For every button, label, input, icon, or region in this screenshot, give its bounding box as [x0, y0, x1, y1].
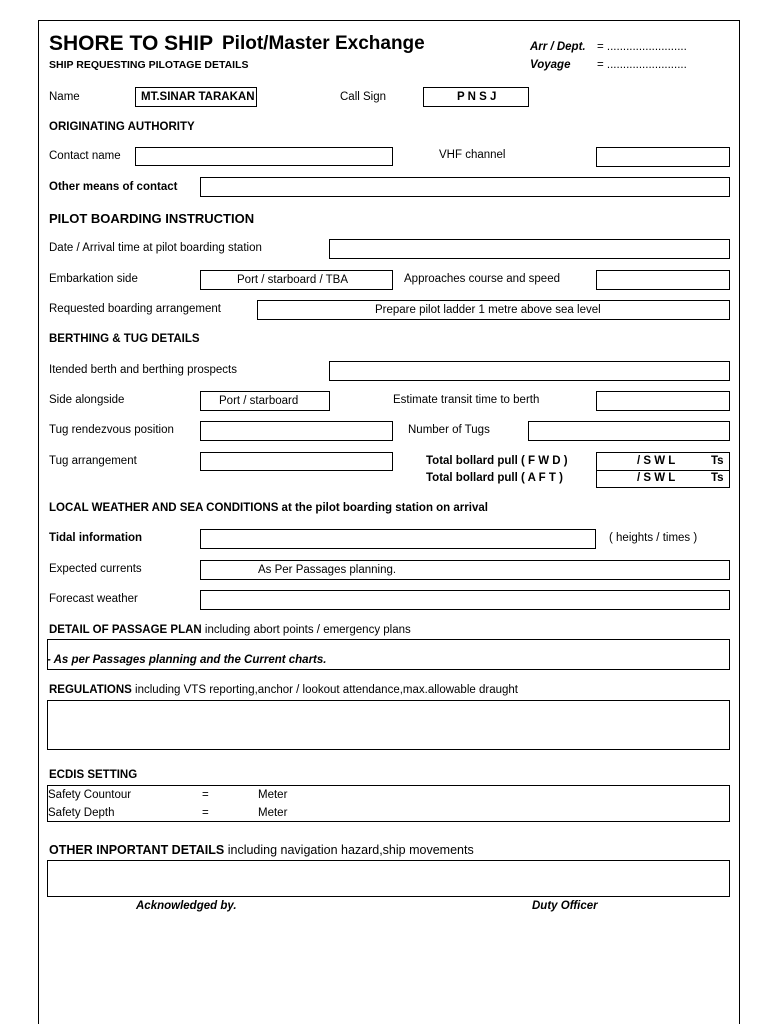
tidal-info-suffix: ( heights / times ): [609, 532, 698, 544]
regulations-heading-bold: REGULATIONS: [49, 684, 132, 696]
tug-rendezvous-field[interactable]: [200, 421, 393, 441]
expected-currents-value: As Per Passages planning.: [258, 564, 397, 576]
transit-time-field[interactable]: [596, 391, 730, 411]
safety-contour-unit: Meter: [258, 789, 288, 801]
arr-dept-label: Arr / Dept.: [530, 41, 586, 53]
safety-depth-label: Safety Depth: [48, 807, 115, 819]
passage-plan-heading-rest: including abort points / emergency plans: [204, 624, 411, 636]
regulations-heading: [49, 684, 518, 696]
weather-heading: LOCAL WEATHER AND SEA CONDITIONS at the pilot boarding station on arrival: [49, 502, 488, 514]
ecdis-table: [47, 785, 730, 822]
other-contact-field[interactable]: [200, 177, 730, 197]
bollard-fwd-ts: Ts: [711, 455, 724, 467]
tug-rendezvous-label: Tug rendezvous position: [49, 424, 174, 436]
regulations-heading-rest: including VTS reporting,anchor / lookout attendance,max.allowable draught: [135, 684, 518, 696]
bollard-fwd-swl: / S W L: [637, 455, 676, 467]
originating-authority-heading: ORIGINATING AUTHORITY: [49, 121, 195, 133]
safety-depth-eq: =: [202, 807, 209, 819]
other-contact-label: Other means of contact: [49, 181, 178, 193]
embarkation-side-field[interactable]: [200, 270, 393, 290]
bollard-aft-swl: / S W L: [637, 472, 676, 484]
page-subtitle: Pilot/Master Exchange: [222, 33, 425, 54]
expected-currents-label: Expected currents: [49, 563, 142, 575]
bollard-fwd-label: Total bollard pull ( F W D ): [426, 455, 568, 467]
boarding-arrangement-label: Requested boarding arrangement: [49, 303, 221, 315]
approach-course-label: Approaches course and speed: [404, 273, 560, 285]
tidal-info-field[interactable]: [200, 529, 596, 549]
berthing-tug-heading: BERTHING & TUG DETAILS: [49, 333, 200, 345]
bollard-aft-ts: Ts: [711, 472, 724, 484]
vhf-channel-label: VHF channel: [439, 149, 506, 161]
approach-course-field[interactable]: [596, 270, 730, 290]
name-label: Name: [49, 91, 80, 103]
safety-contour-eq: =: [202, 789, 209, 801]
callsign-value: P N S J: [457, 91, 497, 103]
name-field[interactable]: [135, 87, 257, 107]
forecast-weather-label: Forecast weather: [49, 593, 138, 605]
berth-prospects-field[interactable]: [329, 361, 730, 381]
side-alongside-label: Side alongside: [49, 394, 125, 406]
bollard-divider: [597, 470, 729, 471]
tug-arrangement-label: Tug arrangement: [49, 455, 137, 467]
other-details-heading-bold: OTHER INPORTANT DETAILS: [49, 843, 225, 857]
voyage-value[interactable]: = .........................: [597, 59, 687, 71]
passage-plan-heading-bold: DETAIL OF PASSAGE PLAN: [49, 624, 202, 636]
page-title: SHORE TO SHIP: [49, 32, 214, 55]
bollard-aft-label: Total bollard pull ( A F T ): [426, 472, 563, 484]
safety-depth-unit: Meter: [258, 807, 288, 819]
callsign-field[interactable]: [423, 87, 529, 107]
duty-officer-label: Duty Officer: [532, 900, 598, 912]
safety-contour-label: Safety Countour: [48, 789, 132, 801]
acknowledged-by-label: Acknowledged by.: [136, 900, 237, 912]
callsign-label: Call Sign: [340, 91, 387, 103]
side-alongside-field[interactable]: [200, 391, 330, 411]
contact-name-field[interactable]: [135, 147, 393, 166]
arr-dept-value[interactable]: = .........................: [597, 41, 687, 53]
number-of-tugs-field[interactable]: [528, 421, 730, 441]
bollard-pull-field[interactable]: [596, 452, 730, 488]
pilot-boarding-heading: PILOT BOARDING INSTRUCTION: [49, 211, 255, 226]
regulations-field[interactable]: [47, 700, 730, 750]
other-details-heading: [49, 843, 474, 857]
forecast-weather-field[interactable]: [200, 590, 730, 610]
number-of-tugs-label: Number of Tugs: [408, 424, 490, 436]
passage-plan-heading: [49, 624, 411, 636]
vhf-channel-field[interactable]: [596, 147, 730, 167]
boarding-arrangement-value: Prepare pilot ladder 1 metre above sea level: [375, 304, 601, 316]
boarding-arrangement-field[interactable]: [257, 300, 730, 320]
arrival-time-field[interactable]: [329, 239, 730, 259]
passage-plan-field[interactable]: [47, 639, 730, 670]
name-value: MT.SINAR TARAKAN: [141, 91, 255, 103]
ecdis-heading: ECDIS SETTING: [49, 769, 138, 781]
embarkation-side-label: Embarkation side: [49, 273, 138, 285]
other-details-heading-rest: including navigation hazard,ship movements: [227, 843, 474, 857]
section-ship-requesting: SHIP REQUESTING PILOTAGE DETAILS: [49, 59, 249, 71]
other-details-field[interactable]: [47, 860, 730, 897]
transit-time-label: Estimate transit time to berth: [393, 394, 540, 406]
expected-currents-field[interactable]: [200, 560, 730, 580]
voyage-label: Voyage: [530, 59, 571, 71]
side-alongside-value: Port / starboard: [219, 395, 299, 407]
arrival-time-label: Date / Arrival time at pilot boarding station: [49, 242, 262, 254]
tidal-info-label: Tidal information: [49, 532, 143, 544]
tug-arrangement-field[interactable]: [200, 452, 393, 471]
embarkation-side-value: Port / starboard / TBA: [237, 274, 349, 286]
contact-name-label: Contact name: [49, 150, 121, 162]
passage-plan-value: - As per Passages planning and the Current charts.: [47, 654, 327, 666]
berth-prospects-label: Itended berth and berthing prospects: [49, 364, 237, 376]
